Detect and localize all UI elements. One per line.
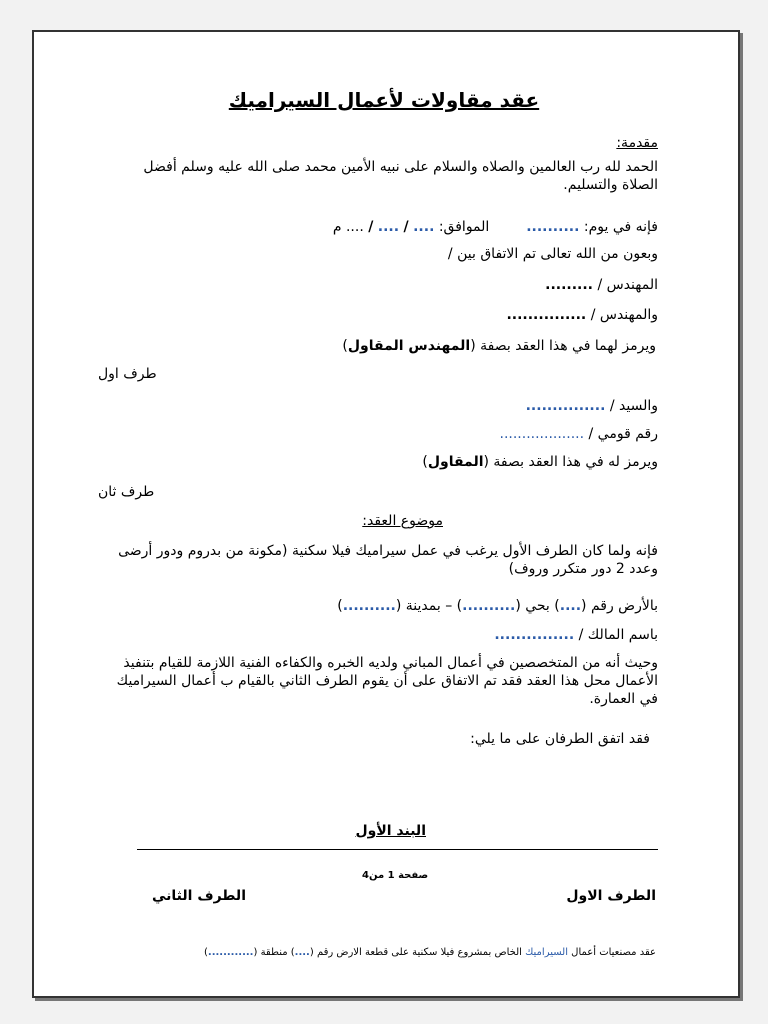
land-mid-2: ) – بمدينة ( [395, 598, 463, 614]
party-2-label: طرف ثان [98, 484, 155, 500]
footer-highlight: السيراميك [525, 947, 568, 958]
clause-heading: البند الأول [355, 823, 426, 839]
footer-part-1: عقد مصنعيات أعمال [571, 947, 656, 958]
designation-1-line [342, 337, 656, 355]
designation-1-term: المهندس المقاول [347, 338, 471, 354]
date-year: .... م [332, 219, 364, 235]
page-title: عقد مقاولات لأعمال السيراميك [228, 88, 540, 112]
date-day: .... [413, 219, 435, 235]
mr-value: ............... [525, 398, 606, 414]
designation-1-prefix: ويرمز لهما في هذا العقد بصفة ( [470, 338, 656, 354]
date-sep-2: / [368, 219, 374, 235]
designation-2-suffix: ) [422, 454, 428, 470]
engineer-1-value: ......... [545, 277, 593, 293]
day-value: .......... [526, 219, 580, 235]
agreed-line: فقد اتفق الطرفان على ما يلي: [470, 731, 650, 747]
engineer-2-label: والمهندس / [590, 307, 658, 323]
land-number: .... [559, 598, 582, 614]
date-sep-1: / [403, 219, 409, 235]
footer-part-2: الخاص بمشروع فيلا سكنية على قطعة الارض رقم ( [309, 947, 522, 958]
designation-2-term: المقاول [427, 454, 484, 470]
engineer-1-label: المهندس / [597, 277, 658, 293]
land-prefix: بالأرض رقم ( [581, 598, 658, 614]
designation-2-line [422, 453, 658, 471]
owner-line [494, 626, 658, 644]
party-1-label: طرف اول [98, 366, 157, 382]
footer-land-number: .... [294, 947, 310, 958]
engineer-1-line [545, 276, 658, 294]
footer-part-4: ) [203, 947, 208, 958]
day-line [333, 218, 658, 236]
land-suffix: ) [337, 598, 343, 614]
subject-paragraph-2: وحيث أنه من المتخصصين في أعمال المباني ولديه الخبره والكفاءه الفنية اللازمة للقيام بتنفيذ الأعمال محل هذا العقد فقد تم الاتفاق على أن يقوم الطرف الثاني بالقيام ب أعمال السيراميك في العمارة. [116, 655, 658, 707]
engineer-2-value: ............... [506, 307, 587, 323]
date-label: الموافق: [438, 219, 490, 235]
mr-label: والسيد / [609, 398, 658, 414]
owner-value: ............... [494, 627, 575, 643]
footer-area: ............ [207, 947, 254, 958]
designation-2-prefix: ويرمز له في هذا العقد بصفة ( [483, 454, 658, 470]
footer-line [204, 947, 656, 958]
page-number: صفحة 1 من4 [362, 870, 429, 881]
owner-label: باسم المالك / [578, 627, 658, 643]
city-value: .......... [342, 598, 396, 614]
day-label: فإنه في يوم: [583, 219, 658, 235]
national-id-value: ................... [499, 426, 585, 442]
date-month: .... [377, 219, 400, 235]
agreement-line: وبعون من الله تعالى تم الاتفاق بين / [447, 246, 658, 262]
footer-part-3: ) منطقة ( [253, 947, 295, 958]
subject-heading: موضوع العقد: [362, 513, 443, 529]
subject-paragraph-1: فإنه ولما كان الطرف الأول يرغب في عمل سيراميك فيلا سكنية (مكونة من بدروم ودور أرضى وعدد 2 دور متكرر وروف) [118, 543, 658, 577]
mr-line [526, 397, 658, 415]
praise-paragraph: الحمد لله رب العالمين والصلاه والسلام على نبيه الأمين محمد صلى الله عليه وسلم أفضل الصلاة والتسليم. [143, 159, 658, 193]
national-id-line [500, 425, 659, 443]
national-id-label: رقم قومي / [588, 426, 658, 442]
engineer-2-line [506, 306, 658, 324]
land-mid-1: ) بحي ( [515, 598, 560, 614]
district-value: .......... [462, 598, 516, 614]
land-line [337, 597, 658, 615]
signature-second-party: الطرف الثاني [152, 888, 246, 904]
designation-1-suffix: ) [342, 338, 348, 354]
divider-line [137, 849, 658, 850]
signature-first-party: الطرف الاول [566, 888, 656, 904]
intro-heading: مقدمة: [616, 135, 658, 151]
